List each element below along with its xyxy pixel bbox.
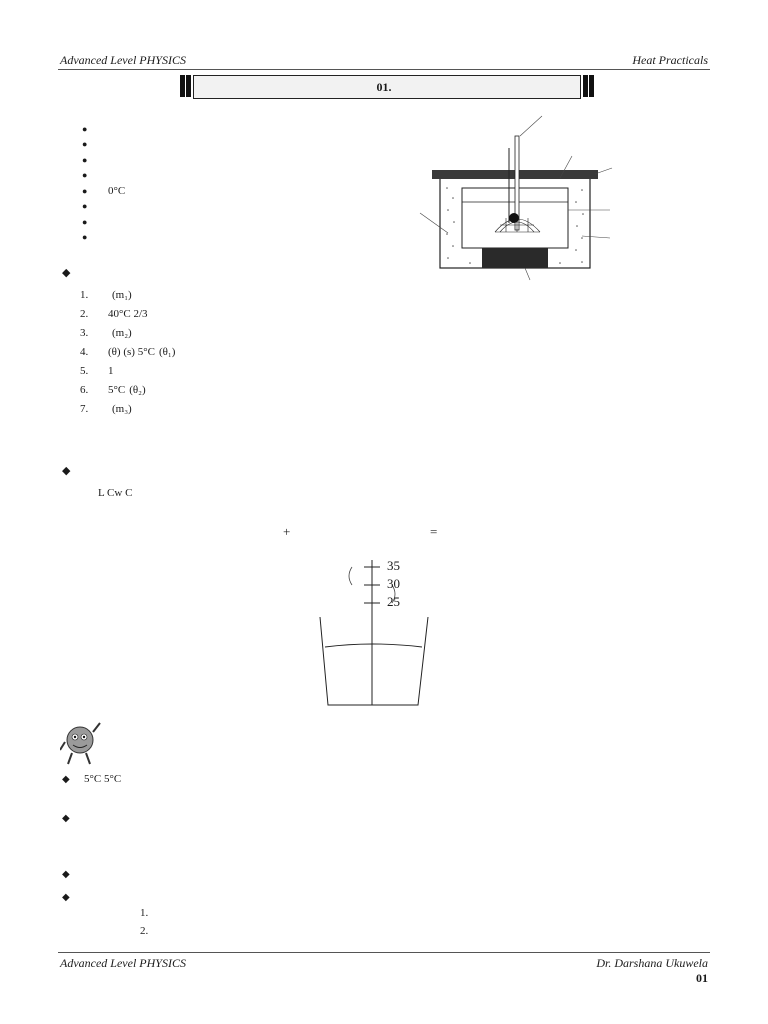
diamond-bullet-icon: ◆ <box>62 267 71 279</box>
title-bar-right <box>583 75 588 97</box>
equipment-list <box>82 121 125 245</box>
list-item: 3. (m₂) <box>80 327 132 339</box>
footer-rule <box>58 952 710 953</box>
calorimeter-diagram <box>320 98 710 298</box>
scale-tick-label: 30 <box>387 576 400 591</box>
list-item: ● <box>82 123 88 134</box>
title-bar-left-2 <box>186 75 191 97</box>
list-item: ● 0°C <box>82 184 126 197</box>
calculation-heading <box>62 464 78 477</box>
procedure-steps <box>80 288 708 421</box>
list-item: 2. <box>140 925 149 937</box>
diamond-bullet-icon: ◆ <box>62 813 70 824</box>
footer-left: Advanced Level PHYSICS <box>60 956 186 970</box>
list-item: 7. (m₃) <box>80 403 132 415</box>
list-item: 1. (m₁) <box>80 289 132 301</box>
list-item: 1. <box>140 907 149 919</box>
header-left: Advanced Level PHYSICS <box>60 53 186 67</box>
list-item <box>62 889 708 906</box>
title-box <box>193 75 581 99</box>
list-item: ● <box>82 232 88 243</box>
diamond-bullet-icon: ◆ <box>62 774 70 785</box>
calculation-intro: L Cw C <box>98 487 133 499</box>
list-item: 5. 1 <box>80 365 114 377</box>
thermometer-bulb <box>509 213 519 223</box>
list-item: ● <box>82 216 88 227</box>
diamond-bullet-icon: ◆ <box>62 465 71 477</box>
page-number: 01 <box>696 971 708 985</box>
list-item: ● <box>82 170 88 181</box>
list-item: ● <box>82 139 88 150</box>
mascot-icon <box>60 720 104 768</box>
list-item: ● <box>82 201 88 212</box>
list-item: ◆ 5°C 5°C <box>62 771 708 788</box>
diamond-bullet-icon: ◆ <box>62 892 70 903</box>
left-brace <box>349 567 352 585</box>
title-number: 01. <box>376 79 392 94</box>
block-shape <box>482 248 548 268</box>
procedure-heading <box>62 266 78 279</box>
beaker-scale-diagram <box>300 555 450 710</box>
scale-tick-label: 35 <box>387 558 400 573</box>
title-bar-right-2 <box>589 75 594 97</box>
list-item: 2. 40°C 2/3 <box>80 308 148 320</box>
title-bar-left <box>180 75 185 97</box>
list-item: 4. (θ) (s) 5°C (θ₁) <box>80 346 176 358</box>
diamond-bullet-icon: ◆ <box>62 869 70 880</box>
scale-tick-label: 25 <box>387 594 400 609</box>
beaker-liquid-surface <box>325 644 422 647</box>
equation-plus: + <box>283 524 291 539</box>
beaker-shape <box>320 617 428 705</box>
list-item: ● <box>82 154 88 165</box>
list-item: 6. 5°C (θ₂) <box>80 384 146 396</box>
equation-equals: = <box>430 524 438 539</box>
header-right: Heat Practicals <box>632 53 708 67</box>
list-item <box>62 866 708 883</box>
list-item <box>62 810 708 827</box>
footer-right: Dr. Darshana Ukuwela <box>596 956 708 970</box>
header-rule <box>58 69 710 70</box>
